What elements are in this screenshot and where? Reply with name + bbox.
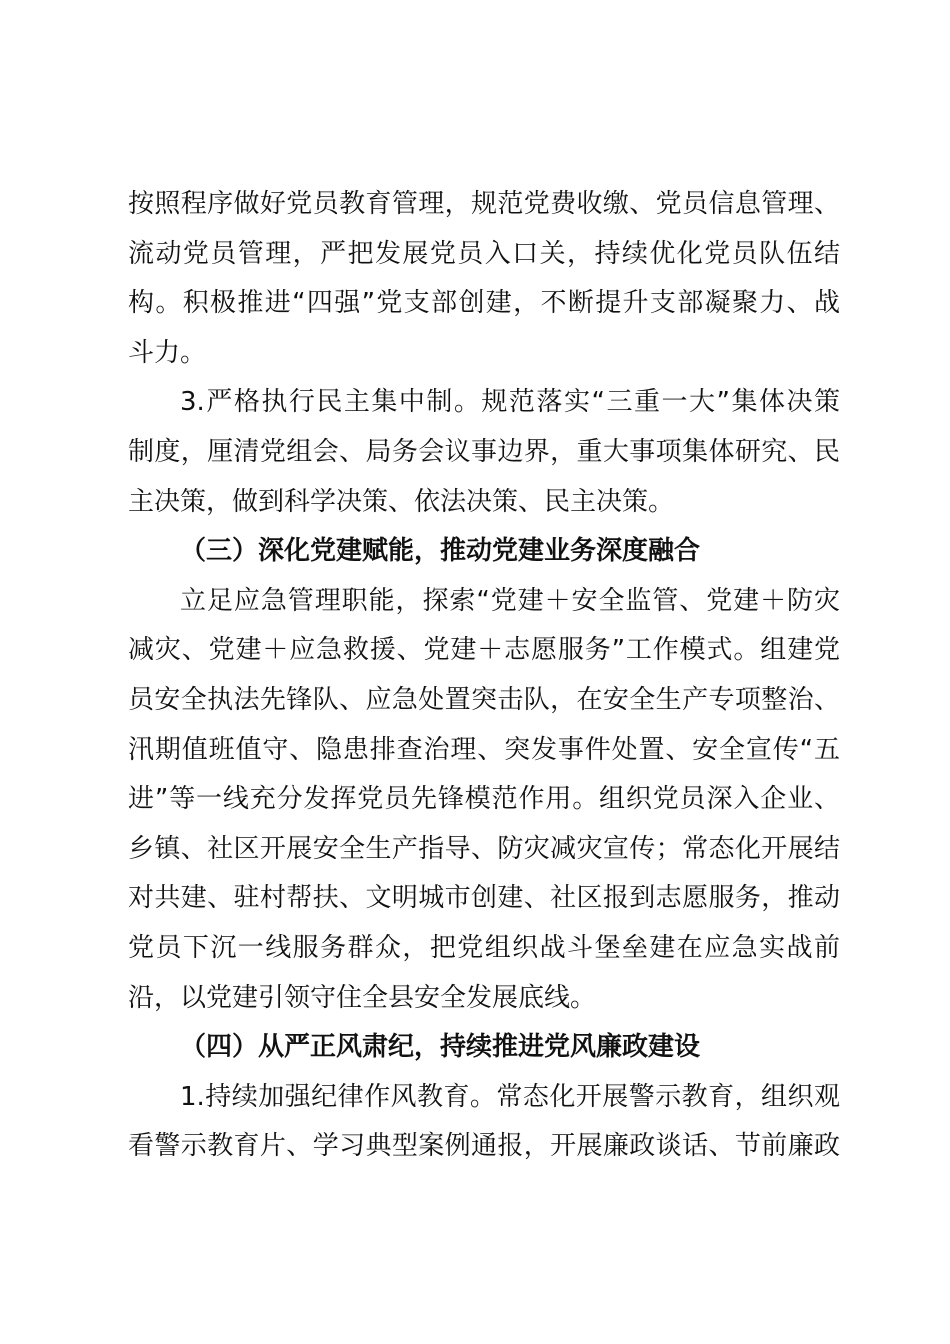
body-line: 减灾、党建＋应急救援、党建＋志愿服务”工作模式。组建党 [128, 635, 840, 666]
body-line: 制度，厘清党组会、局务会议事边界，重大事项集体研究、民 [128, 436, 840, 467]
body-line: 沿，以党建引领守住全县安全发展底线。 [128, 982, 597, 1013]
body-line: 流动党员管理，严把发展党员入口关，持续优化党员队伍结 [128, 238, 840, 269]
body-line: 党员下沉一线服务群众，把党组织战斗堡垒建在应急实战前 [128, 932, 840, 963]
body-line: 看警示教育片、学习典型案例通报，开展廉政谈话、节前廉政 [128, 1131, 840, 1162]
body-line: 汛期值班值守、隐患排查治理、突发事件处置、安全宣传“五 [128, 734, 840, 765]
body-line: 按照程序做好党员教育管理，规范党费收缴、党员信息管理、 [128, 189, 840, 219]
body-line: 进”等一线充分发挥党员先锋模范作用。组织党员深入企业、 [128, 784, 840, 815]
body-line: 1.持续加强纪律作风教育。常态化开展警示教育，组织观 [180, 1081, 840, 1112]
body-line: 斗力。 [128, 337, 207, 368]
section-heading: （四）从严正风肃纪，持续推进党风廉政建设 [180, 1032, 701, 1063]
body-line: 对共建、驻村帮扶、文明城市创建、社区报到志愿服务，推动 [128, 883, 840, 914]
document-body [128, 180, 840, 1172]
body-line: 立足应急管理职能，探索“党建＋安全监管、党建＋防灾 [180, 585, 840, 616]
body-line: 构。积极推进“四强”党支部创建，不断提升支部凝聚力、战 [128, 288, 840, 319]
body-line: 员安全执法先锋队、应急处置突击队，在安全生产专项整治、 [128, 684, 840, 715]
body-line: 3.严格执行民主集中制。规范落实“三重一大”集体决策 [180, 387, 840, 418]
body-line: 主决策，做到科学决策、依法决策、民主决策。 [128, 486, 675, 517]
body-line: 乡镇、社区开展安全生产指导、防灾减灾宣传；常态化开展结 [128, 833, 840, 864]
section-heading: （三）深化党建赋能，推动党建业务深度融合 [180, 536, 701, 567]
